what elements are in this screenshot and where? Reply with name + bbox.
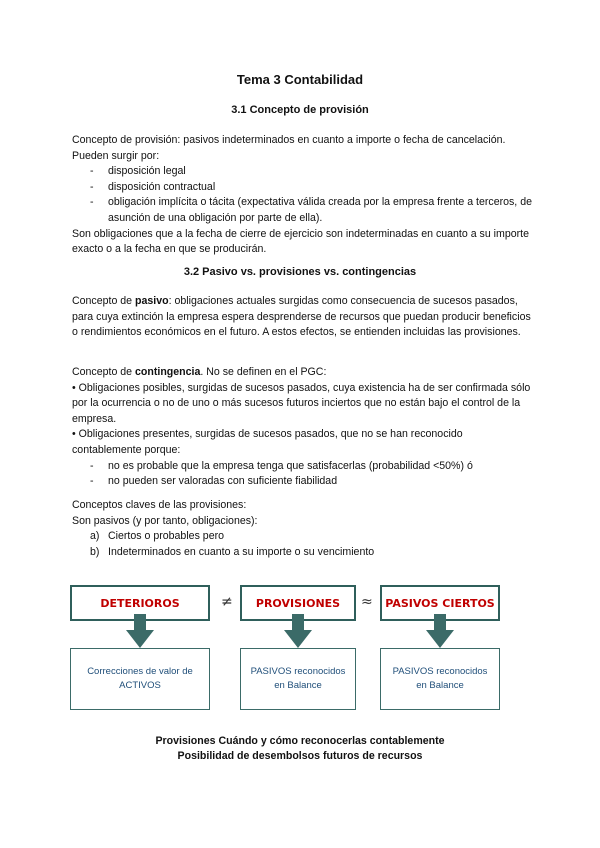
key-concepts-line2: Son pasivos (y por tanto, obligaciones): xyxy=(72,514,258,527)
footer-line1: Provisiones Cuándo y cómo reconocerlas contablemente xyxy=(155,735,445,747)
key-concepts-line1: Conceptos claves de las provisiones: xyxy=(72,499,247,511)
pasivo-term: pasivo xyxy=(135,295,169,307)
box-provisiones: PROVISIONES xyxy=(240,585,356,621)
down-arrow-icon xyxy=(284,614,312,648)
provision-intro-line1: Concepto de provisión: pasivos indeterminados en cuanto a importe o fecha de cancelación. xyxy=(72,134,506,146)
list-item: a) Ciertos o probables pero xyxy=(90,530,225,543)
contingencia-intro: Concepto de contingencia. No se definen en el PGC: xyxy=(72,366,327,378)
section-heading-provision: 3.1 Concepto de provisión xyxy=(231,104,369,116)
box-deterioros: DETERIOROS xyxy=(70,585,210,621)
contingencia-definition xyxy=(72,365,532,490)
pasivo-text: : obligaciones actuales surgidas como consecuencia de sucesos pasados, para cuya extinción la empresa espera desprenderse de recursos que puedan producir beneficios o rendimientos económicos en el futuro. A estos efectos, se entienden incluidas las provisiones. xyxy=(72,295,531,339)
list-item: - disposición legal xyxy=(72,164,532,180)
down-arrow-icon xyxy=(426,614,454,648)
down-arrow-icon xyxy=(126,614,154,648)
box-pasivos-ciertos: PASIVOS CIERTOS xyxy=(380,585,500,621)
box-pasivos-reconocidos: PASIVOS reconocidos en Balance xyxy=(240,648,356,710)
list-item: - disposición contractual xyxy=(72,180,532,196)
contingencia-reasons-list xyxy=(72,459,532,490)
not-equal-symbol: ≠ xyxy=(221,594,233,610)
pasivo-definition xyxy=(72,294,532,341)
page-title: Tema 3 Contabilidad xyxy=(236,72,364,87)
list-item: b) Indeterminados en cuanto a su importe o su vencimiento xyxy=(90,545,375,558)
section-heading-comparison: 3.2 Pasivo vs. provisiones vs. contingencias xyxy=(183,266,417,278)
approx-symbol: ≈ xyxy=(361,594,373,610)
footer-line2: Posibilidad de desembolsos futuros de recursos xyxy=(177,750,423,762)
contingencia-term: contingencia xyxy=(135,366,201,378)
box-pasivos-reconocidos-2: PASIVOS reconocidos en Balance xyxy=(380,648,500,710)
provision-origin-list xyxy=(72,164,532,226)
box-correcciones-valor: Correcciones de valor de ACTIVOS xyxy=(70,648,210,710)
provision-closing: Son obligaciones que a la fecha de cierre de ejercicio son indeterminadas en cuanto a su importe exacto o a la fecha en que se producirán. xyxy=(72,227,529,256)
contingencia-point-1: • Obligaciones posibles, surgidas de sucesos pasados, cuya existencia ha de ser confirmada sólo por la ocurrencia o no de uno o más sucesos futuros inciertos que no están bajo el control de la empresa. xyxy=(72,381,531,425)
key-concepts xyxy=(72,498,532,560)
key-concepts-list xyxy=(72,529,532,560)
list-item: - no pueden ser valoradas con suficiente fiabilidad xyxy=(72,474,532,490)
contingencia-point-2: • Obligaciones presentes, surgidas de sucesos pasados, que no se han reconocido contablemente porque: xyxy=(72,428,463,456)
pasivo-prefix: Concepto de xyxy=(72,295,136,307)
list-item: - no es probable que la empresa tenga que satisfacerlas (probabilidad <50%) ó xyxy=(72,459,532,475)
provision-intro-line2: Pueden surgir por: xyxy=(72,149,160,162)
provision-definition xyxy=(72,133,532,258)
list-item: - obligación implícita o tácita (expectativa válida creada por la empresa frente a terceros, de asunción de una obligación por parte de ella). xyxy=(72,195,532,226)
